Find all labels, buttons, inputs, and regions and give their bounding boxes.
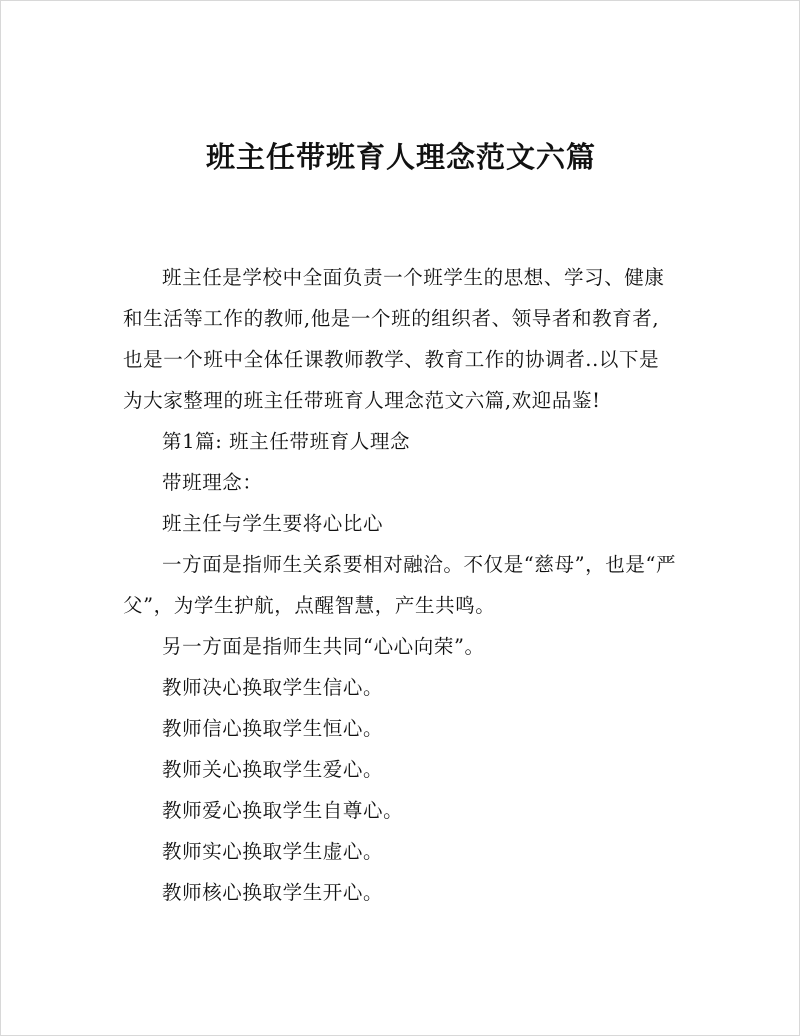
document-title: 班主任带班育人理念范文六篇 — [205, 140, 596, 174]
paragraph: 教师信心换取学生恒心。 — [162, 717, 384, 740]
intro-paragraph: 班主任是学校中全面负责一个班学生的思想、学习、健康和生活等工作的教师,他是一个班的组织者、领导者和教育者,也是一个班中全体任课教师教学、教育工作的协调者..以下是为大家整理的班主任带班育人理念范文六篇,欢迎品鉴! — [123, 266, 665, 412]
paragraph: 教师关心换取学生爱心。 — [162, 758, 384, 781]
paragraph: 另一方面是指师生共同“心心向荣”。 — [162, 635, 485, 658]
paragraph: 教师实心换取学生虚心。 — [162, 840, 384, 863]
section-heading: 第1篇: 班主任带班育人理念 — [162, 430, 411, 453]
paragraph: 带班理念： — [162, 471, 263, 494]
paragraph: 教师核心换取学生开心。 — [162, 881, 384, 904]
paragraph: 一方面是指师生关系要相对融洽。不仅是“慈母”，也是“严父”，为学生护航，点醒智慧，产生共鸣。 — [123, 553, 677, 617]
paragraph: 教师爱心换取学生自尊心。 — [162, 799, 404, 822]
paragraph: 班主任与学生要将心比心 — [162, 512, 384, 535]
paragraph: 教师决心换取学生信心。 — [162, 676, 384, 699]
document-body — [123, 257, 679, 913]
